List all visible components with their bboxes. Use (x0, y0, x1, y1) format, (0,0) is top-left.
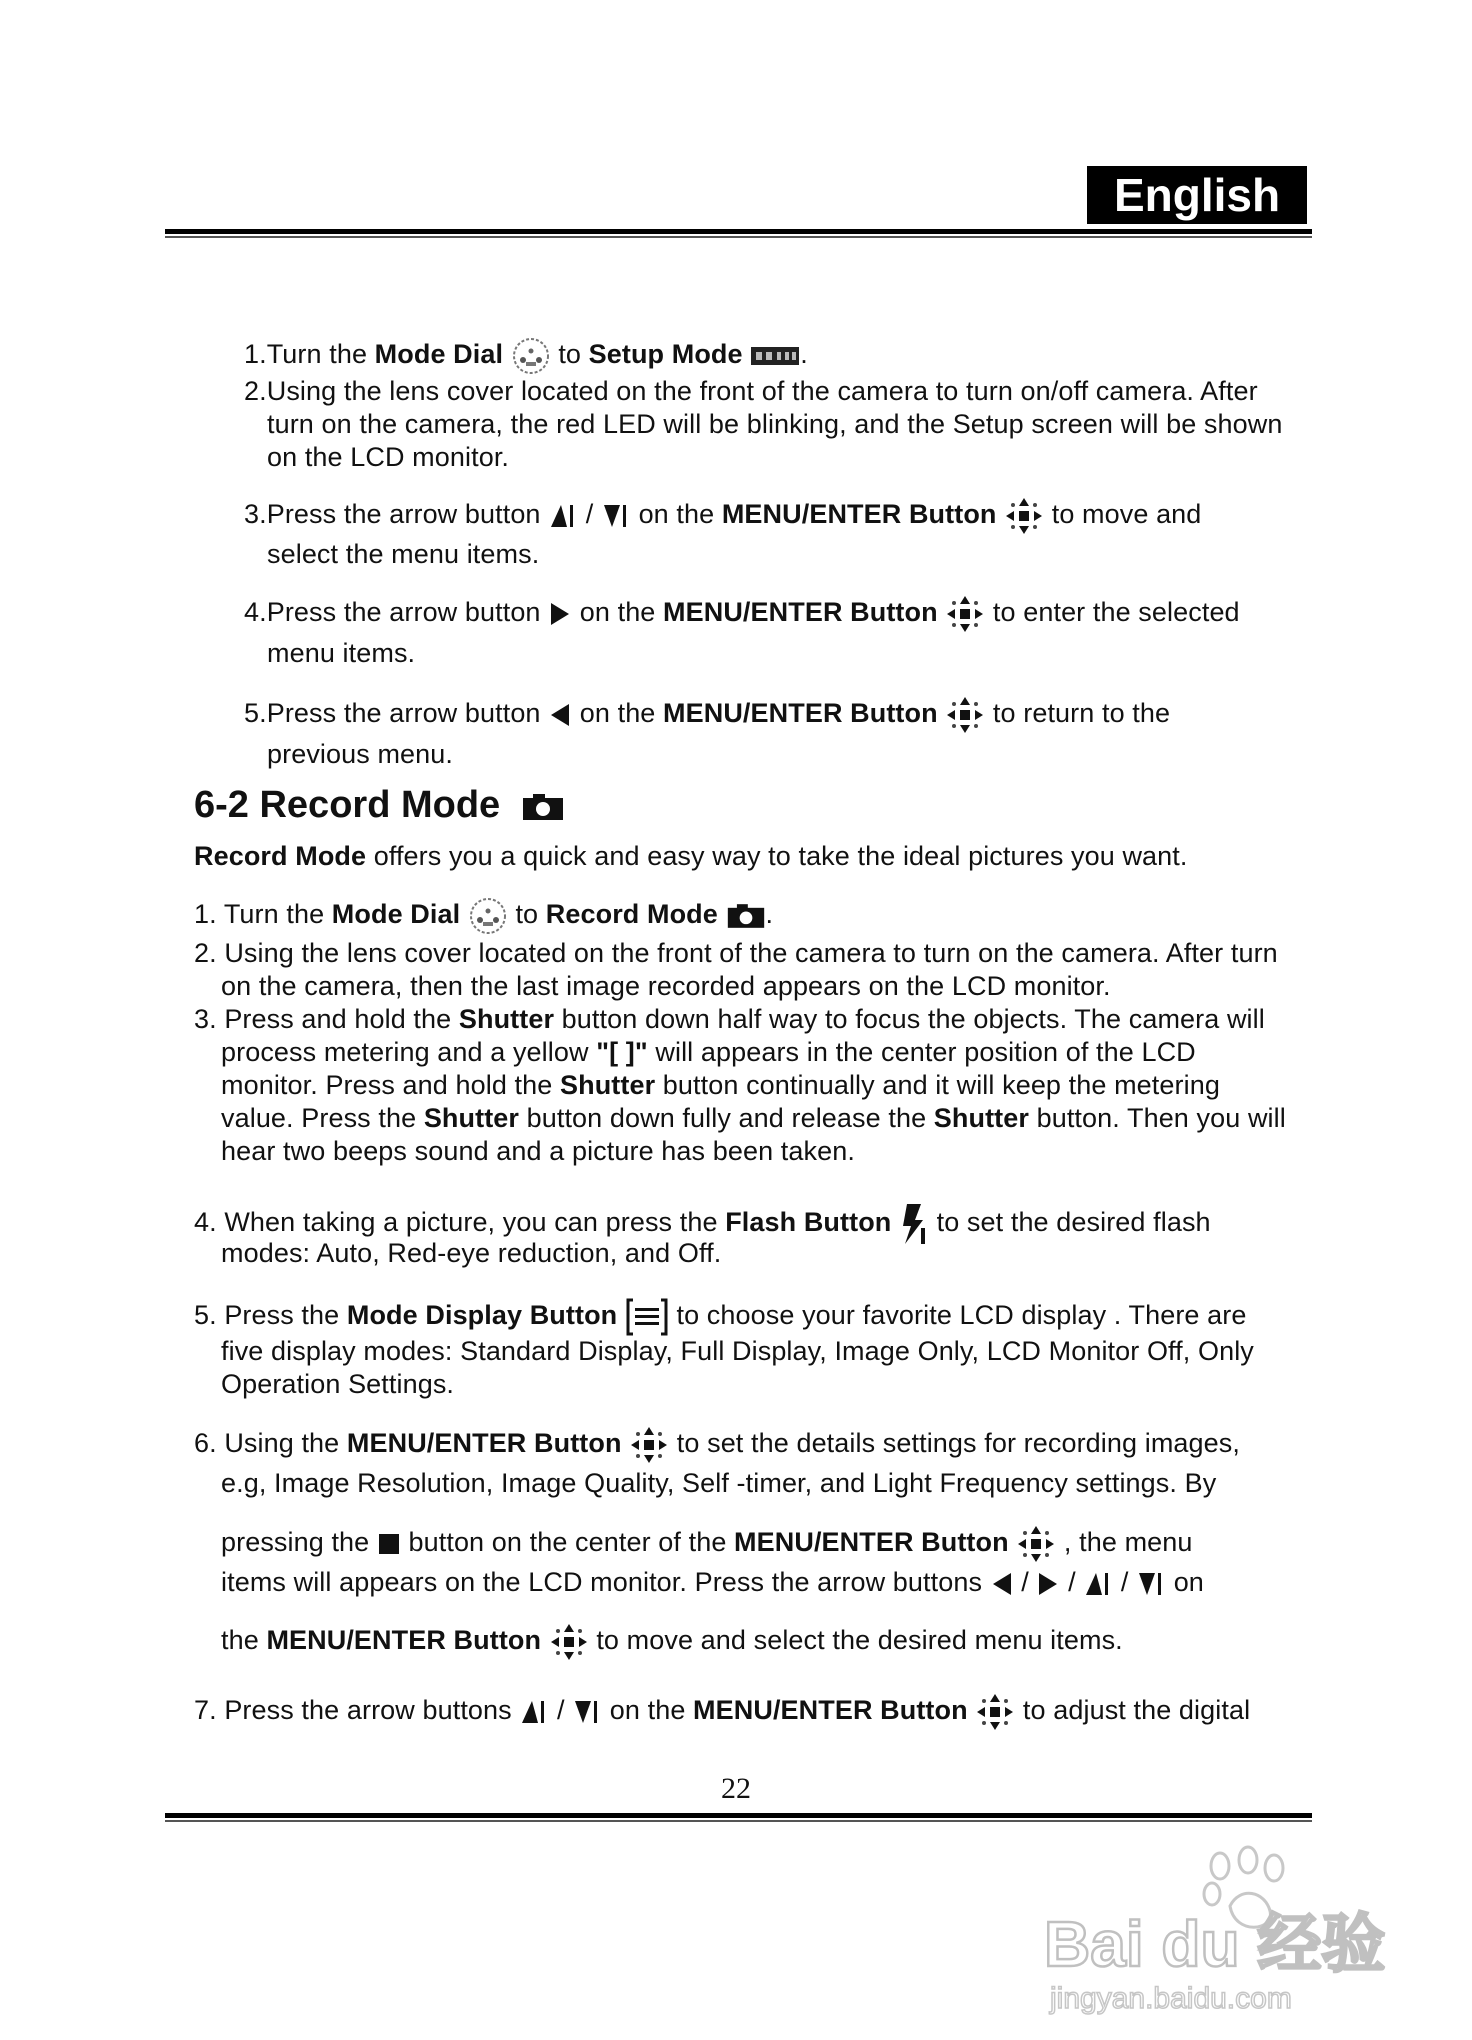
record-step-6-line-4: items will appears on the LCD monitor. Press the arrow buttons / / / on (221, 1567, 1204, 1597)
menu-enter-button-icon (945, 594, 985, 634)
record-step-3-line-5: hear two beeps sound and a picture has been taken. (221, 1136, 855, 1166)
arrow-down-icon (572, 1699, 602, 1725)
section-intro: Record Mode offers you a quick and easy way to take the ideal pictures you want. (194, 841, 1188, 871)
record-mode-camera-icon (521, 792, 565, 822)
menu-enter-button-icon (1016, 1524, 1056, 1564)
setup-step-5: 5.Press the arrow button on the MENU/ENTER Button to return to the (244, 695, 1170, 735)
record-step-6-line-2: e.g, Image Resolution, Image Quality, Self -timer, and Light Frequency settings. By (221, 1468, 1217, 1498)
record-step-4-line-2: modes: Auto, Red-eye reduction, and Off. (221, 1238, 722, 1268)
setup-step-3: 3.Press the arrow button / on the MENU/ENTER Button to move and (244, 496, 1201, 536)
watermark-url: jingyan.baidu.com (1050, 1982, 1292, 2015)
watermark-brand: Bai du 经验 (1044, 1908, 1386, 1980)
record-step-6-line-3: pressing the button on the center of the MENU/ENTER Button , the menu (221, 1524, 1193, 1564)
header-rule (165, 229, 1312, 234)
arrow-left-icon (548, 702, 572, 728)
arrow-right-icon (548, 601, 572, 627)
language-tab: English (1087, 166, 1307, 224)
menu-enter-button-icon (549, 1622, 589, 1662)
mode-dial-icon (511, 336, 551, 376)
page-number: 22 (721, 1772, 751, 1805)
footer-rule-thin (165, 1820, 1312, 1822)
arrow-down-icon (601, 503, 631, 529)
record-step-3-line-2: process metering and a yellow "[ ]" will appears in the center position of the LCD (221, 1037, 1196, 1067)
record-step-1: 1. Turn the Mode Dial to Record Mode . (194, 896, 773, 936)
menu-enter-button-icon (629, 1425, 669, 1465)
record-step-5: 5. Press the Mode Display Button to choose your favorite LCD display . There are (194, 1297, 1246, 1337)
record-step-2: 2. Using the lens cover located on the front of the camera to turn on the camera. After turn (194, 938, 1278, 968)
arrow-left-icon (990, 1571, 1014, 1597)
footer-rule (165, 1813, 1312, 1818)
menu-enter-button-icon (1004, 496, 1044, 536)
section-heading: 6-2 Record Mode (194, 784, 565, 827)
setup-step-5-line-2: previous menu. (267, 739, 453, 769)
record-step-4: 4. When taking a picture, you can press the Flash Button to set the desired flash (194, 1202, 1211, 1246)
record-step-6: 6. Using the MENU/ENTER Button to set the details settings for recording images, (194, 1425, 1240, 1465)
camera-icon (726, 902, 766, 930)
setup-step-4: 4.Press the arrow button on the MENU/ENTER Button to enter the selected (244, 594, 1240, 634)
record-step-2-line-2: on the camera, then the last image recorded appears on the LCD monitor. (221, 971, 1111, 1001)
header-rule-thin (165, 236, 1312, 238)
setup-step-4-line-2: menu items. (267, 638, 416, 668)
menu-enter-button-icon (945, 695, 985, 735)
record-step-5-line-2: five display modes: Standard Display, Full Display, Image Only, LCD Monitor Off, Only (221, 1336, 1254, 1366)
record-step-3: 3. Press and hold the Shutter button down half way to focus the objects. The camera will (194, 1004, 1265, 1034)
arrow-up-icon (1083, 1571, 1113, 1597)
setup-mode-icon (750, 344, 800, 368)
arrow-up-icon (519, 1699, 549, 1725)
setup-step-3-line-2: select the menu items. (267, 539, 540, 569)
record-step-3-line-4: value. Press the Shutter button down fully and release the Shutter button. Then you will (221, 1103, 1286, 1133)
arrow-right-icon (1036, 1571, 1060, 1597)
mode-dial-icon (468, 896, 508, 936)
center-button-icon (377, 1532, 401, 1556)
record-step-7: 7. Press the arrow buttons / on the MENU/ENTER Button to adjust the digital (194, 1692, 1250, 1732)
arrow-down-icon (1136, 1571, 1166, 1597)
record-step-5-line-3: Operation Settings. (221, 1369, 455, 1399)
record-step-6-line-5: the MENU/ENTER Button to move and select the desired menu items. (221, 1622, 1123, 1662)
setup-step-1: 1.Turn the Mode Dial to Setup Mode . (244, 336, 808, 376)
flash-button-icon (899, 1202, 929, 1246)
menu-enter-button-icon (975, 1692, 1015, 1732)
arrow-up-icon (548, 503, 578, 529)
mode-display-button-icon (625, 1297, 669, 1337)
setup-step-2-line-2: turn on the camera, the red LED will be blinking, and the Setup screen will be shown (267, 409, 1283, 439)
baidu-watermark (1040, 1836, 1420, 2016)
record-step-3-line-3: monitor. Press and hold the Shutter button continually and it will keep the metering (221, 1070, 1220, 1100)
setup-step-2: 2.Using the lens cover located on the front of the camera to turn on/off camera. After (244, 376, 1258, 406)
setup-step-2-line-3: on the LCD monitor. (267, 442, 510, 472)
